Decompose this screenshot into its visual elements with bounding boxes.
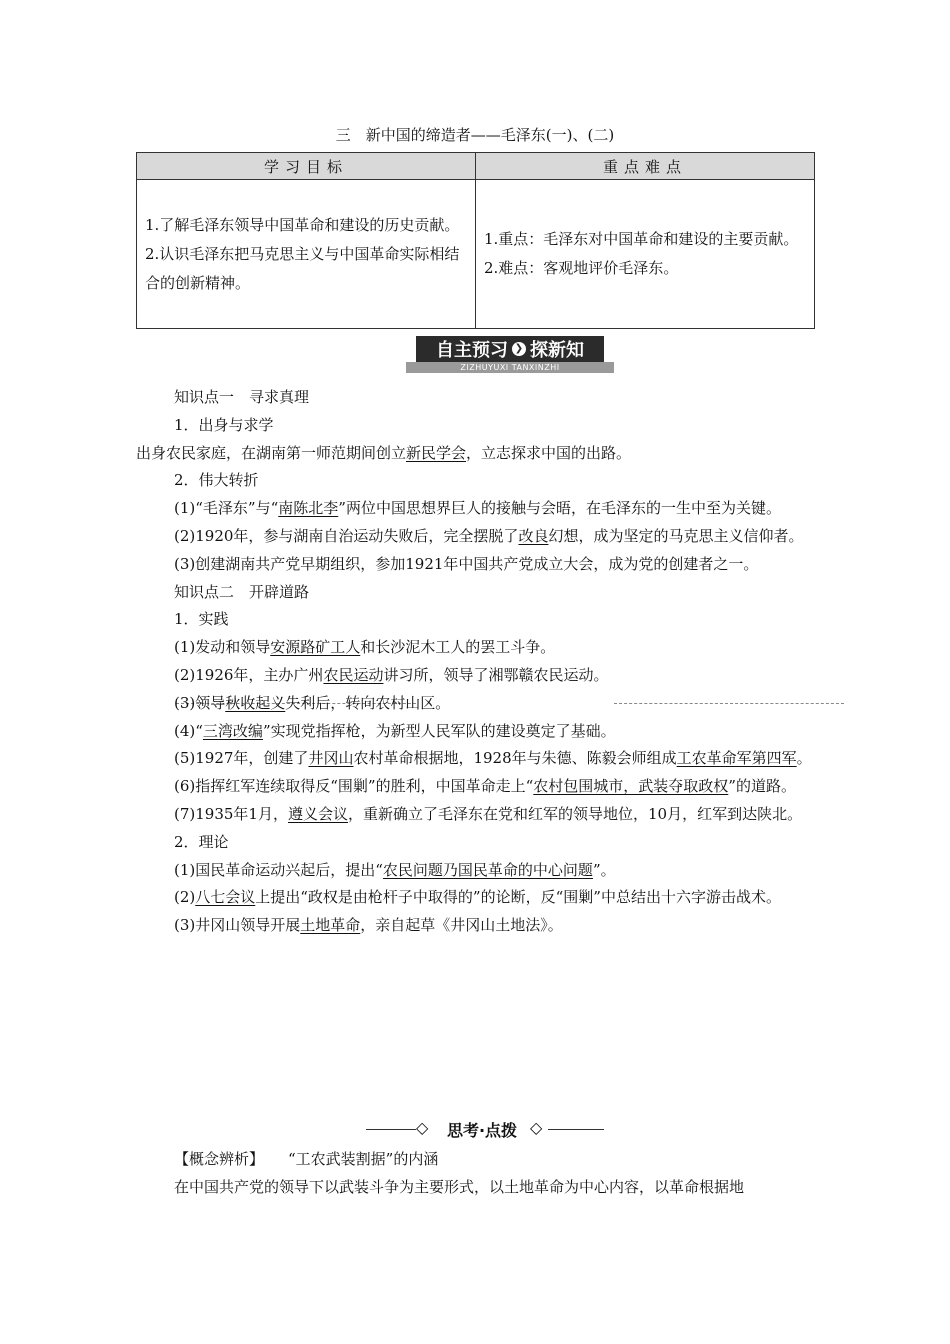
divider-label: 思考·点拨 [446,1121,518,1140]
paragraph: (4)“三湾改编”实现党指挥枪，为新型人民军队的建设奠定了基础。 [174,721,616,740]
diamond-icon: ◇ [530,1118,543,1137]
paragraph: (3)井冈山领导开展土地革命，亲自起草《井冈山土地法》。 [174,916,563,935]
knowledge-heading-2: 知识点二 开辟道路 [174,582,310,601]
keypoint-2: 2.难点：客观地评价毛泽东。 [484,259,679,277]
paragraph: (7)1935年1月，遵义会议，重新确立了毛泽东在党和红军的领导地位，10月，红军到达陕北。 [174,804,803,823]
divider-line-right [548,1129,604,1130]
banner-title [416,336,604,362]
main-content [136,384,816,940]
header-keypoints: 重点难点 [476,153,815,180]
paragraph: (5)1927年，创建了井冈山农村革命根据地，1928年与朱德、陈毅会师组成工农革命军第四军。 [174,749,812,768]
banner-right-text: 探新知 [530,340,584,361]
paragraph: (1)发动和领导安源路矿工人和长沙泥木工人的罢工斗争。 [174,638,556,657]
paragraph: (3)创建湖南共产党早期组织，参加1921年中国共产党成立大会，成为党的创建者之一。 [174,554,759,573]
subheading: 1．出身与求学 [174,415,274,434]
goals-cell [137,180,476,329]
concept-label: 【概念辨析】 [174,1150,265,1168]
chevron-right-icon: ❯ [512,342,526,356]
goals-table [136,152,815,329]
paragraph: (2)1926年，主办广州农民运动讲习所，领导了湘鄂赣农民运动。 [174,665,609,684]
paragraph: (1)国民革命运动兴起后，提出“农民问题乃国民革命的中心问题”。 [174,860,616,879]
divider-line-left [366,1129,416,1130]
diamond-icon: ◇ [416,1118,429,1137]
concept-section [136,1146,816,1202]
lesson-title: 三 新中国的缔造者——毛泽东(一)、(二) [335,126,615,144]
header-goals: 学习目标 [137,153,476,180]
banner-subtitle: ZIZHUYUXI TANXINZHI [406,362,614,373]
keypoint-1: 1.重点：毛泽东对中国革命和建设的主要贡献。 [484,230,799,248]
keypoints-cell [476,180,815,329]
paragraph: (3)领导秋收起义失利后，转向农村山区。 [174,693,451,712]
concept-heading [136,1146,816,1174]
banner-left-text: 自主预习 [436,340,508,361]
paragraph: 出身农民家庭，在湖南第一师范期间创立新民学会，立志探求中国的出路。 [136,443,632,462]
concept-topic: “工农武装割据”的内涵 [288,1150,439,1168]
paragraph: (2)1920年，参与湖南自治运动失败后，完全摆脱了改良幻想，成为坚定的马克思主义信仰者。 [174,526,804,545]
paragraph: (1)“毛泽东”与“南陈北李”两位中国思想界巨人的接触与会晤，在毛泽东的一生中至为关键。 [174,499,781,518]
think-divider [366,1118,586,1140]
goal-2: 2.认识毛泽东把马克思主义与中国革命实际相结合的创新精神。 [145,244,460,292]
subheading: 1．实践 [174,610,229,629]
subheading: 2．伟大转折 [174,471,259,490]
paragraph: (6)指挥红军连续取得反“围剿”的胜利，中国革命走上“农村包围城市，武装夺取政权”的道路。 [174,777,796,796]
subheading: 2．理论 [174,832,229,851]
concept-text: 在中国共产党的领导下以武装斗争为主要形式，以土地革命为中心内容，以革命根据地 [174,1177,745,1196]
section-banner [176,336,844,372]
goal-1: 1.了解毛泽东领导中国革命和建设的历史贡献。 [145,215,460,234]
knowledge-heading-1: 知识点一 寻求真理 [174,388,310,406]
paragraph: (2)八七会议上提出“政权是由枪杆子中取得的”的论断，反“围剿”中总结出十六字游击战术。 [174,888,781,907]
